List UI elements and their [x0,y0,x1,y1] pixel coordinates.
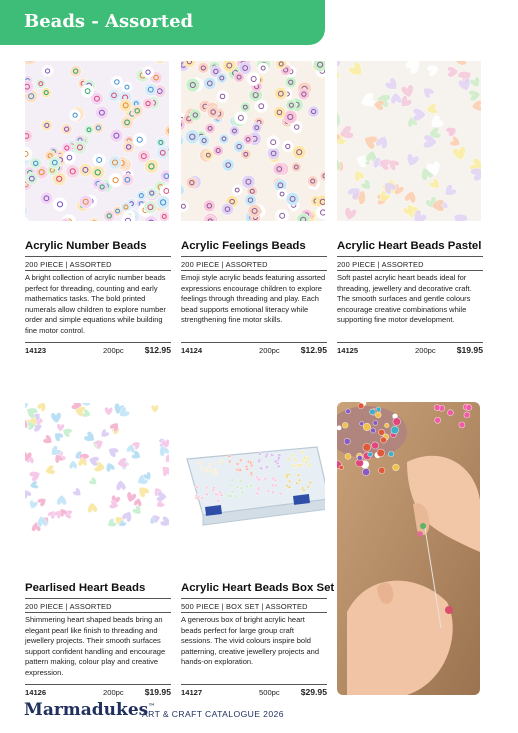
divider [25,684,171,685]
product-spec: 200 PIECE | ASSORTED [25,260,112,269]
product-qty: 200pc [259,346,280,355]
product-code: 14125 [337,346,359,355]
feelings-beads-photo [181,61,325,221]
divider [337,270,483,271]
product-description: A bright collection of acrylic number beads perfect for threading, counting and early mathematics tasks. The bold printed numerals allow children to explore number order and simple equations while building fine motor control. [25,273,166,335]
product-price: $19.95 [456,345,483,355]
product-price: $29.95 [300,687,327,697]
product-description: A generous box of bright acrylic heart beads perfect for large group craft sessions. The vivid colours inspire bold patterning, creative jewellery projects and hands-on exploration. [181,615,319,666]
footer [24,700,324,724]
child-threading-beads-photo [337,402,480,695]
bead-box-set-photo [181,403,325,563]
product-price: $19.95 [144,687,171,697]
product-name: Pearlised Heart Beads [25,582,146,594]
product-price: $12.95 [144,345,171,355]
divider [25,270,171,271]
product-code: 14127 [181,688,203,697]
divider [181,342,327,343]
product-code: 14124 [181,346,203,355]
divider [181,598,327,599]
product-name: Acrylic Heart Beads Pastel [337,240,482,252]
product-description: Shimmering heart shaped beads bring an elegant pearl like finish to threading and jewellery projects. Their smooth surfaces support confident handling and encourage pattern making, colour play and creative expression. [25,615,166,677]
product-qty: 200pc [103,688,124,697]
product-qty: 200pc [415,346,436,355]
product-description: Soft pastel acrylic heart beads ideal for threading, jewellery and decorative craft. The smooth surfaces and gentle colours encourage creative combinations while supporting fine motor development. [337,273,472,324]
divider [25,598,171,599]
product-price: $12.95 [300,345,327,355]
divider [337,256,483,257]
divider [25,612,171,613]
header-banner [0,0,325,45]
divider [181,612,327,613]
divider [181,270,327,271]
product-spec: 200 PIECE | ASSORTED [181,260,268,269]
pastel-heart-beads-photo [337,61,481,221]
number-beads-photo [25,61,169,221]
page-title: Beads - Assorted [24,11,194,32]
pastel-heart-beads-image [337,61,481,221]
feelings-beads-image [181,61,325,221]
divider [181,684,327,685]
divider [25,256,171,257]
product-qty: 200pc [103,346,124,355]
divider [25,342,171,343]
product-spec: 200 PIECE | ASSORTED [337,260,424,269]
product-code: 14123 [25,346,47,355]
product-code: 14126 [25,688,47,697]
product-qty: 500pc [259,688,280,697]
product-spec: 200 PIECE | ASSORTED [25,602,112,611]
product-name: Acrylic Heart Beads Box Set [181,582,335,594]
divider [337,342,483,343]
pearlised-heart-beads-photo [25,403,169,563]
divider [181,256,327,257]
number-beads-image [25,61,169,221]
pearlised-heart-beads-image [25,403,169,563]
brand-logo: Marmadukes™ [24,700,156,720]
product-spec: 500 PIECE | BOX SET | ASSORTED [181,602,308,611]
product-name: Acrylic Feelings Beads [181,240,306,252]
bead-box-set-image [181,403,325,563]
catalogue-title: ART & CRAFT CATALOGUE 2026 [142,709,284,719]
product-name: Acrylic Number Beads [25,240,147,252]
lifestyle-image [337,402,480,695]
product-description: Emoji style acrylic beads featuring assorted expressions encourage children to explore feelings through threading and play. Each bead supports emotional literacy while strengthening fine motor skills. [181,273,326,324]
